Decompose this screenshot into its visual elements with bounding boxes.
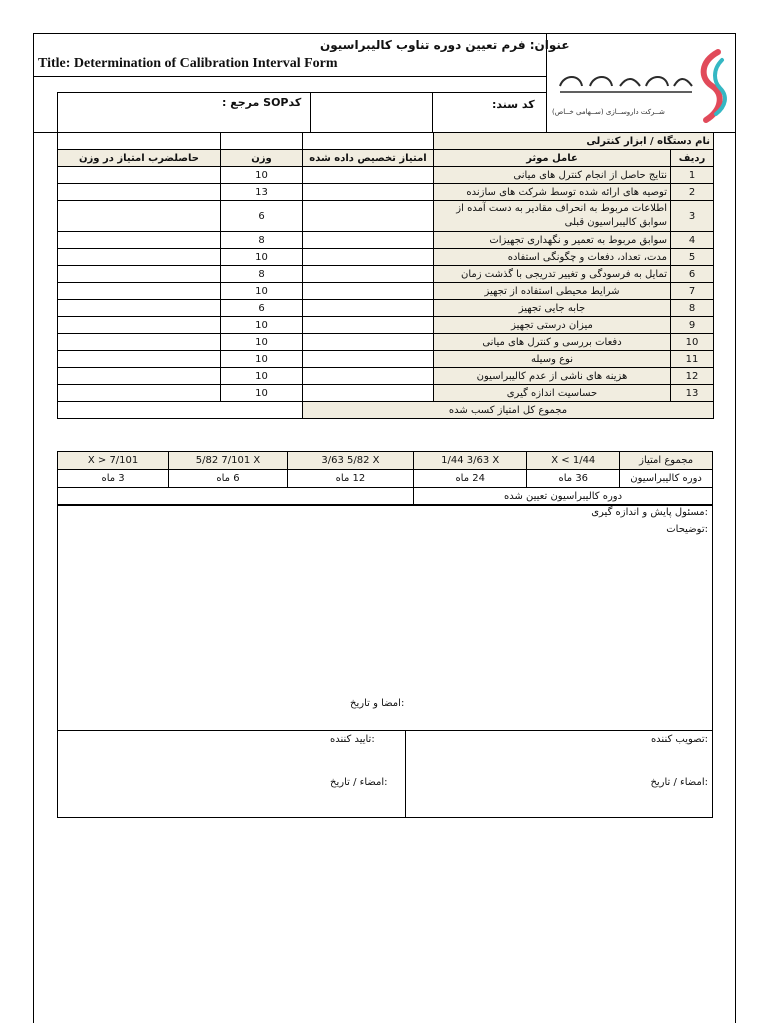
sop-label: کدSOP مرجع : <box>222 96 302 109</box>
col-weight: وزن <box>221 150 303 167</box>
company-logo <box>550 40 732 130</box>
table-row: 10 حساسیت اندازه گیری 13 <box>58 385 714 402</box>
table-row: 8 سوابق مربوط به تعمیر و نگهداری تجهیزات 4 <box>58 232 714 249</box>
confirmer-label: :تایید کننده <box>330 734 375 745</box>
interval-ranges-table: X > 7/101 5/82 7/101 X 3/63 5/82 X 1/44 3/63 X X < 1/44 مجموع امتیاز 3 ماه 6 ماه 12 ماه 24 ماه 36 ماه دوره کالیبراسیون دوره کالیبراسیون تعیین شده <box>57 451 713 506</box>
col-product: حاصلضرب امتیاز در وزن <box>58 150 221 167</box>
code-box <box>57 92 547 133</box>
table-row: 10 شرایط محیطی استفاده از تجهیز 7 <box>58 283 714 300</box>
confirmer-sign-label: :امضاء / تاریخ <box>330 777 388 788</box>
form-title-english: Title: Determination of Calibration Interval Form <box>38 56 338 71</box>
table-row: 8 تمایل به فرسودگی و تغییر تدریجی با گذشت زمان 6 <box>58 266 714 283</box>
table-row: 6 اطلاعات مربوط به انحراف مقادیر به دست آمده از سوابق کالیبراسیون قبلی 3 <box>58 201 714 232</box>
table-row: 6 جابه جایی تجهیز 8 <box>58 300 714 317</box>
period-label: دوره کالیبراسیون <box>620 470 713 488</box>
table-row: 10 هزینه های ناشی از عدم کالیبراسیون 12 <box>58 368 714 385</box>
device-name-label: نام دستگاه / ابزار کنترلی <box>434 133 714 150</box>
col-score: امتیاز تخصیص داده شده <box>303 150 434 167</box>
score-sum-label: مجموع امتیاز <box>620 452 713 470</box>
col-row: ردیف <box>671 150 714 167</box>
sign-date-label: :امضا و تاریخ <box>350 698 405 709</box>
criteria-table <box>57 132 714 419</box>
responsible-label: :مسئول پایش و اندازه گیری <box>591 507 708 518</box>
col-factor: عامل موثر <box>434 150 671 167</box>
table-row: 10 میزان درستی تجهیز 9 <box>58 317 714 334</box>
header-divider <box>33 76 547 77</box>
notes-box <box>57 504 713 731</box>
determined-period-label: دوره کالیبراسیون تعیین شده <box>414 488 713 506</box>
total-score-label: مجموع کل امتیاز کسب شده <box>303 402 714 419</box>
approver-label: :تصویب کننده <box>650 734 708 745</box>
table-row: 10 مدت، تعداد، دفعات و چگونگی استفاده 5 <box>58 249 714 266</box>
table-row: 10 دفعات بررسی و کنترل های میانی 10 <box>58 334 714 351</box>
table-row: 13 توصیه های ارائه شده توسط شرکت های سازنده 2 <box>58 184 714 201</box>
total-row <box>58 402 714 419</box>
explanations-label: :توضیحات <box>666 524 708 535</box>
doc-code-label: کد سند: <box>492 98 535 111</box>
approver-sign-label: :امضاء / تاریخ <box>650 777 708 788</box>
table-header-row <box>58 150 714 167</box>
logo-text: شــرکت داروســازی (ســهامی خــاص) <box>552 108 665 116</box>
table-row: 10 نتایج حاصل از انجام کنترل های میانی 1 <box>58 167 714 184</box>
table-row: 10 نوع وسیله 11 <box>58 351 714 368</box>
approval-box <box>57 730 713 818</box>
form-title-persian: عنوان: فرم تعیین دوره تناوب کالیبراسیون <box>320 38 570 52</box>
